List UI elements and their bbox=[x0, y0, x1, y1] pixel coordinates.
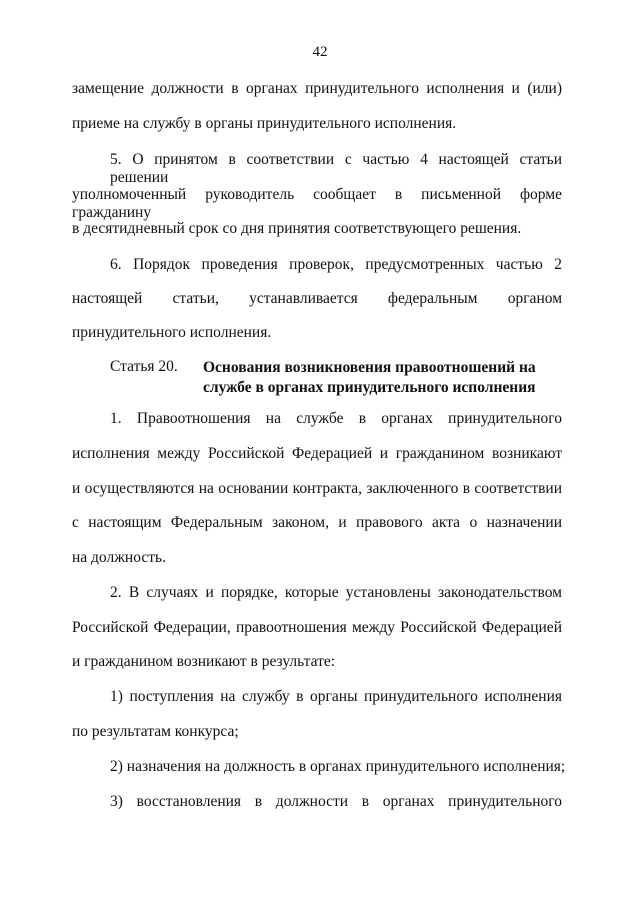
text-line: исполнения между Российской Федерацией и гражданином возникают bbox=[72, 445, 562, 462]
text-line: уполномоченный руководитель сообщает в письменной форме гражданину bbox=[72, 186, 562, 221]
text-line: 3) восстановления в должности в органах принудительного bbox=[110, 793, 562, 810]
text-line: и гражданином возникают в результате: bbox=[72, 653, 336, 670]
text-line: с настоящим Федеральным законом, и правового акта о назначении bbox=[72, 514, 562, 531]
article-title-line: Основания возникновения правоотношений на bbox=[203, 359, 536, 376]
text-line: в десятидневный срок со дня принятия соответствующего решения. bbox=[72, 220, 522, 237]
text-line: 1. Правоотношения на службе в органах принудительного bbox=[110, 410, 562, 427]
text-line: настоящей статьи, устанавливается федеральным органом bbox=[72, 290, 562, 307]
article-label: Статья 20. bbox=[110, 358, 178, 375]
text-line: 1) поступления на службу в органы принудительного исполнения bbox=[110, 688, 562, 705]
article-title bbox=[203, 358, 563, 398]
text-line: на должность. bbox=[72, 549, 166, 566]
page-number: 42 bbox=[312, 44, 328, 60]
text-line: и осуществляются на основании контракта, заключенного в соответствии bbox=[72, 480, 562, 497]
article-title-line: службе в органах принудительного исполнения bbox=[203, 379, 536, 396]
text-line: 2. В случаях и порядке, которые установлены законодательством bbox=[110, 584, 562, 601]
text-line: по результатам конкурса; bbox=[72, 723, 239, 740]
text-line: 2) назначения на должность в органах принудительного исполнения; bbox=[110, 758, 566, 775]
text-line: принудительного исполнения. bbox=[72, 324, 272, 341]
text-line: 6. Порядок проведения проверок, предусмотренных частью 2 bbox=[110, 256, 562, 273]
text-line: Российской Федерации, правоотношения между Российской Федерацией bbox=[72, 619, 562, 636]
text-line: приеме на службу в органы принудительного исполнения. bbox=[72, 115, 457, 132]
text-line: замещение должности в органах принудительного исполнения и (или) bbox=[72, 80, 562, 97]
text-line: 5. О принятом в соответствии с частью 4 настоящей статьи решении bbox=[110, 151, 562, 186]
